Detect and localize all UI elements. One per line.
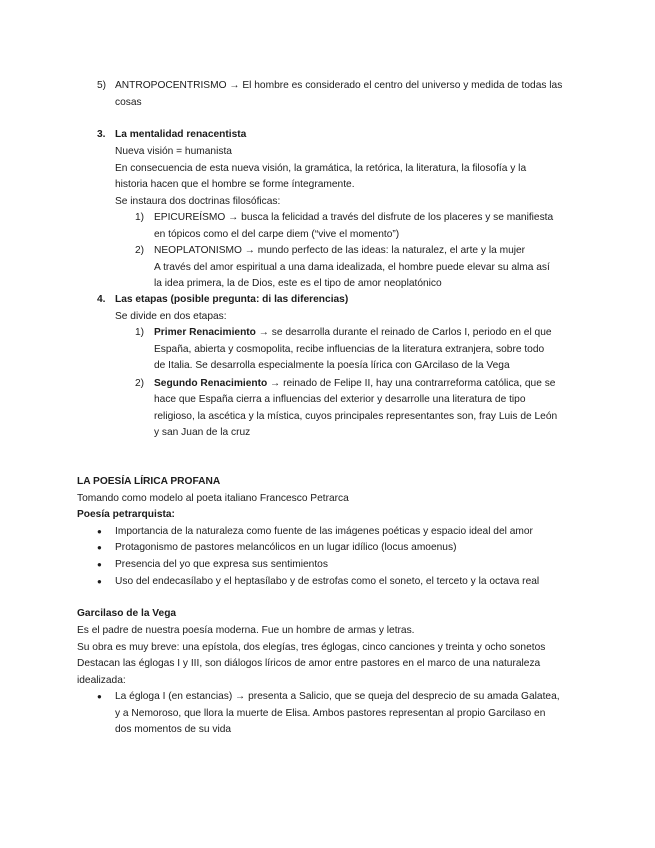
doctrine-1-line-2: en tópicos como el del carpe diem (“vive el momento”) [154, 229, 400, 240]
egloga-bullet-marker: ● [97, 692, 102, 701]
lirica-heading: LA POESÍA LÍRICA PROFANA [77, 476, 221, 487]
bullet-2: Protagonismo de pastores melancólicos en un lugar idílico (locus amoenus) [115, 542, 457, 553]
item-5-line-1 [115, 79, 562, 92]
doctrine-2-number: 2) [135, 245, 145, 256]
garcilaso-heading: Garcilaso de la Vega [77, 608, 177, 619]
stage-2-number: 2) [135, 378, 145, 389]
lirica-subheading: Poesía petrarquista: [77, 509, 175, 520]
stage-2-term: Segundo Renacimiento [154, 378, 268, 389]
stage-2-line-3: religioso, la ascética y la mística, cuyos principales representantes son, fray Luis de León [154, 411, 558, 422]
item-5-text: → El hombre es considerado el centro del universo y medida de todas las [226, 80, 563, 91]
bullet-4-marker: ● [97, 577, 102, 586]
section-4-title: Las etapas (posible pregunta: di las diferencias) [115, 294, 349, 305]
bullet-3: Presencia del yo que expresa sus sentimientos [115, 559, 328, 570]
garcilaso-line-3: Destacan las églogas I y III, son diálogos líricos de amor entre pastores en el marco de una naturaleza [77, 658, 541, 669]
bullet-3-marker: ● [97, 560, 102, 569]
egloga-line-2: y a Nemoroso, que llora la muerte de Elisa. Ambos pastores representan al propio Garcilaso en [115, 708, 546, 719]
bullet-2-marker: ● [97, 543, 102, 552]
section-3-paragraph-line-1: En consecuencia de esta nueva visión, la gramática, la retórica, la literatura, la filosofía y la [115, 163, 527, 174]
stage-1-line-3: de Italia. Se desarrolla especialmente la poesía lírica con GArcilaso de la Vega [154, 360, 510, 371]
stage-1-line-2: España, abierta y cosmopolita, recibe influencias de la literatura extranjera, sobre todo [154, 344, 545, 355]
lirica-model: Tomando como modelo al poeta italiano Francesco Petrarca [77, 493, 349, 504]
item-5-number: 5) [97, 80, 107, 91]
bullet-4: Uso del endecasílabo y el heptasílabo y de estrofas como el soneto, el terceto y la octava real [115, 576, 540, 587]
stage-2-line-1 [154, 377, 555, 390]
egloga-line-1: La égloga I (en estancias) → presenta a Salicio, que se queja del desprecio de su amada Galatea, [115, 691, 560, 702]
section-3-doctrines-intro: Se instaura dos doctrinas filosóficas: [115, 196, 281, 207]
section-4-number: 4. [97, 294, 106, 305]
section-3-number: 3. [97, 129, 106, 140]
bullet-1: Importancia de la naturaleza como fuente de las imágenes poéticas y espacio ideal del amor [115, 526, 533, 537]
section-3-vision: Nueva visión = humanista [115, 146, 232, 157]
doctrine-1-line-1: EPICUREÍSMO → busca la felicidad a través del disfrute de los placeres y se manifiesta [154, 212, 554, 223]
stage-1-number: 1) [135, 327, 145, 338]
stage-2-line-2: hace que España cierra a influencias del exterior y desarrolle una literatura de tipo [154, 394, 526, 405]
stage-2-text: → reinado de Felipe II, hay una contrarreforma católica, que se [267, 378, 556, 389]
stage-1-text: → se desarrolla durante el reinado de Carlos I, periodo en el que [255, 327, 552, 338]
item-5-term: ANTROPOCENTRISMO [115, 80, 227, 91]
stage-1-term: Primer Renacimiento [154, 327, 256, 338]
doctrine-2-line-2: A través del amor espiritual a una dama idealizada, el hombre puede elevar su alma así [154, 262, 550, 273]
stage-2-line-4: y san Juan de la cruz [154, 427, 251, 438]
doctrine-2-line-1: NEOPLATONISMO → mundo perfecto de las ideas: la naturalez, el arte y la mujer [154, 245, 526, 256]
egloga-line-3: dos momentos de su vida [115, 724, 232, 735]
garcilaso-line-1: Es el padre de nuestra poesía moderna. Fue un hombre de armas y letras. [77, 625, 415, 636]
item-5-line-2: cosas [115, 97, 142, 108]
section-4-intro: Se divide en dos etapas: [115, 311, 227, 322]
doctrine-1-number: 1) [135, 212, 145, 223]
garcilaso-line-4: idealizada: [77, 675, 126, 686]
section-3-title: La mentalidad renacentista [115, 129, 247, 140]
garcilaso-line-2: Su obra es muy breve: una epístola, dos elegías, tres églogas, cinco canciones y treinta y ocho sonetos [77, 642, 546, 653]
bullet-1-marker: ● [97, 527, 102, 536]
doctrine-2-line-3: la idea primera, la de Dios, este es el tipo de amor neoplatónico [154, 278, 442, 289]
stage-1-line-1 [154, 326, 552, 339]
section-3-paragraph-line-2: historia hacen que el hombre se forme íntegramente. [115, 179, 355, 190]
